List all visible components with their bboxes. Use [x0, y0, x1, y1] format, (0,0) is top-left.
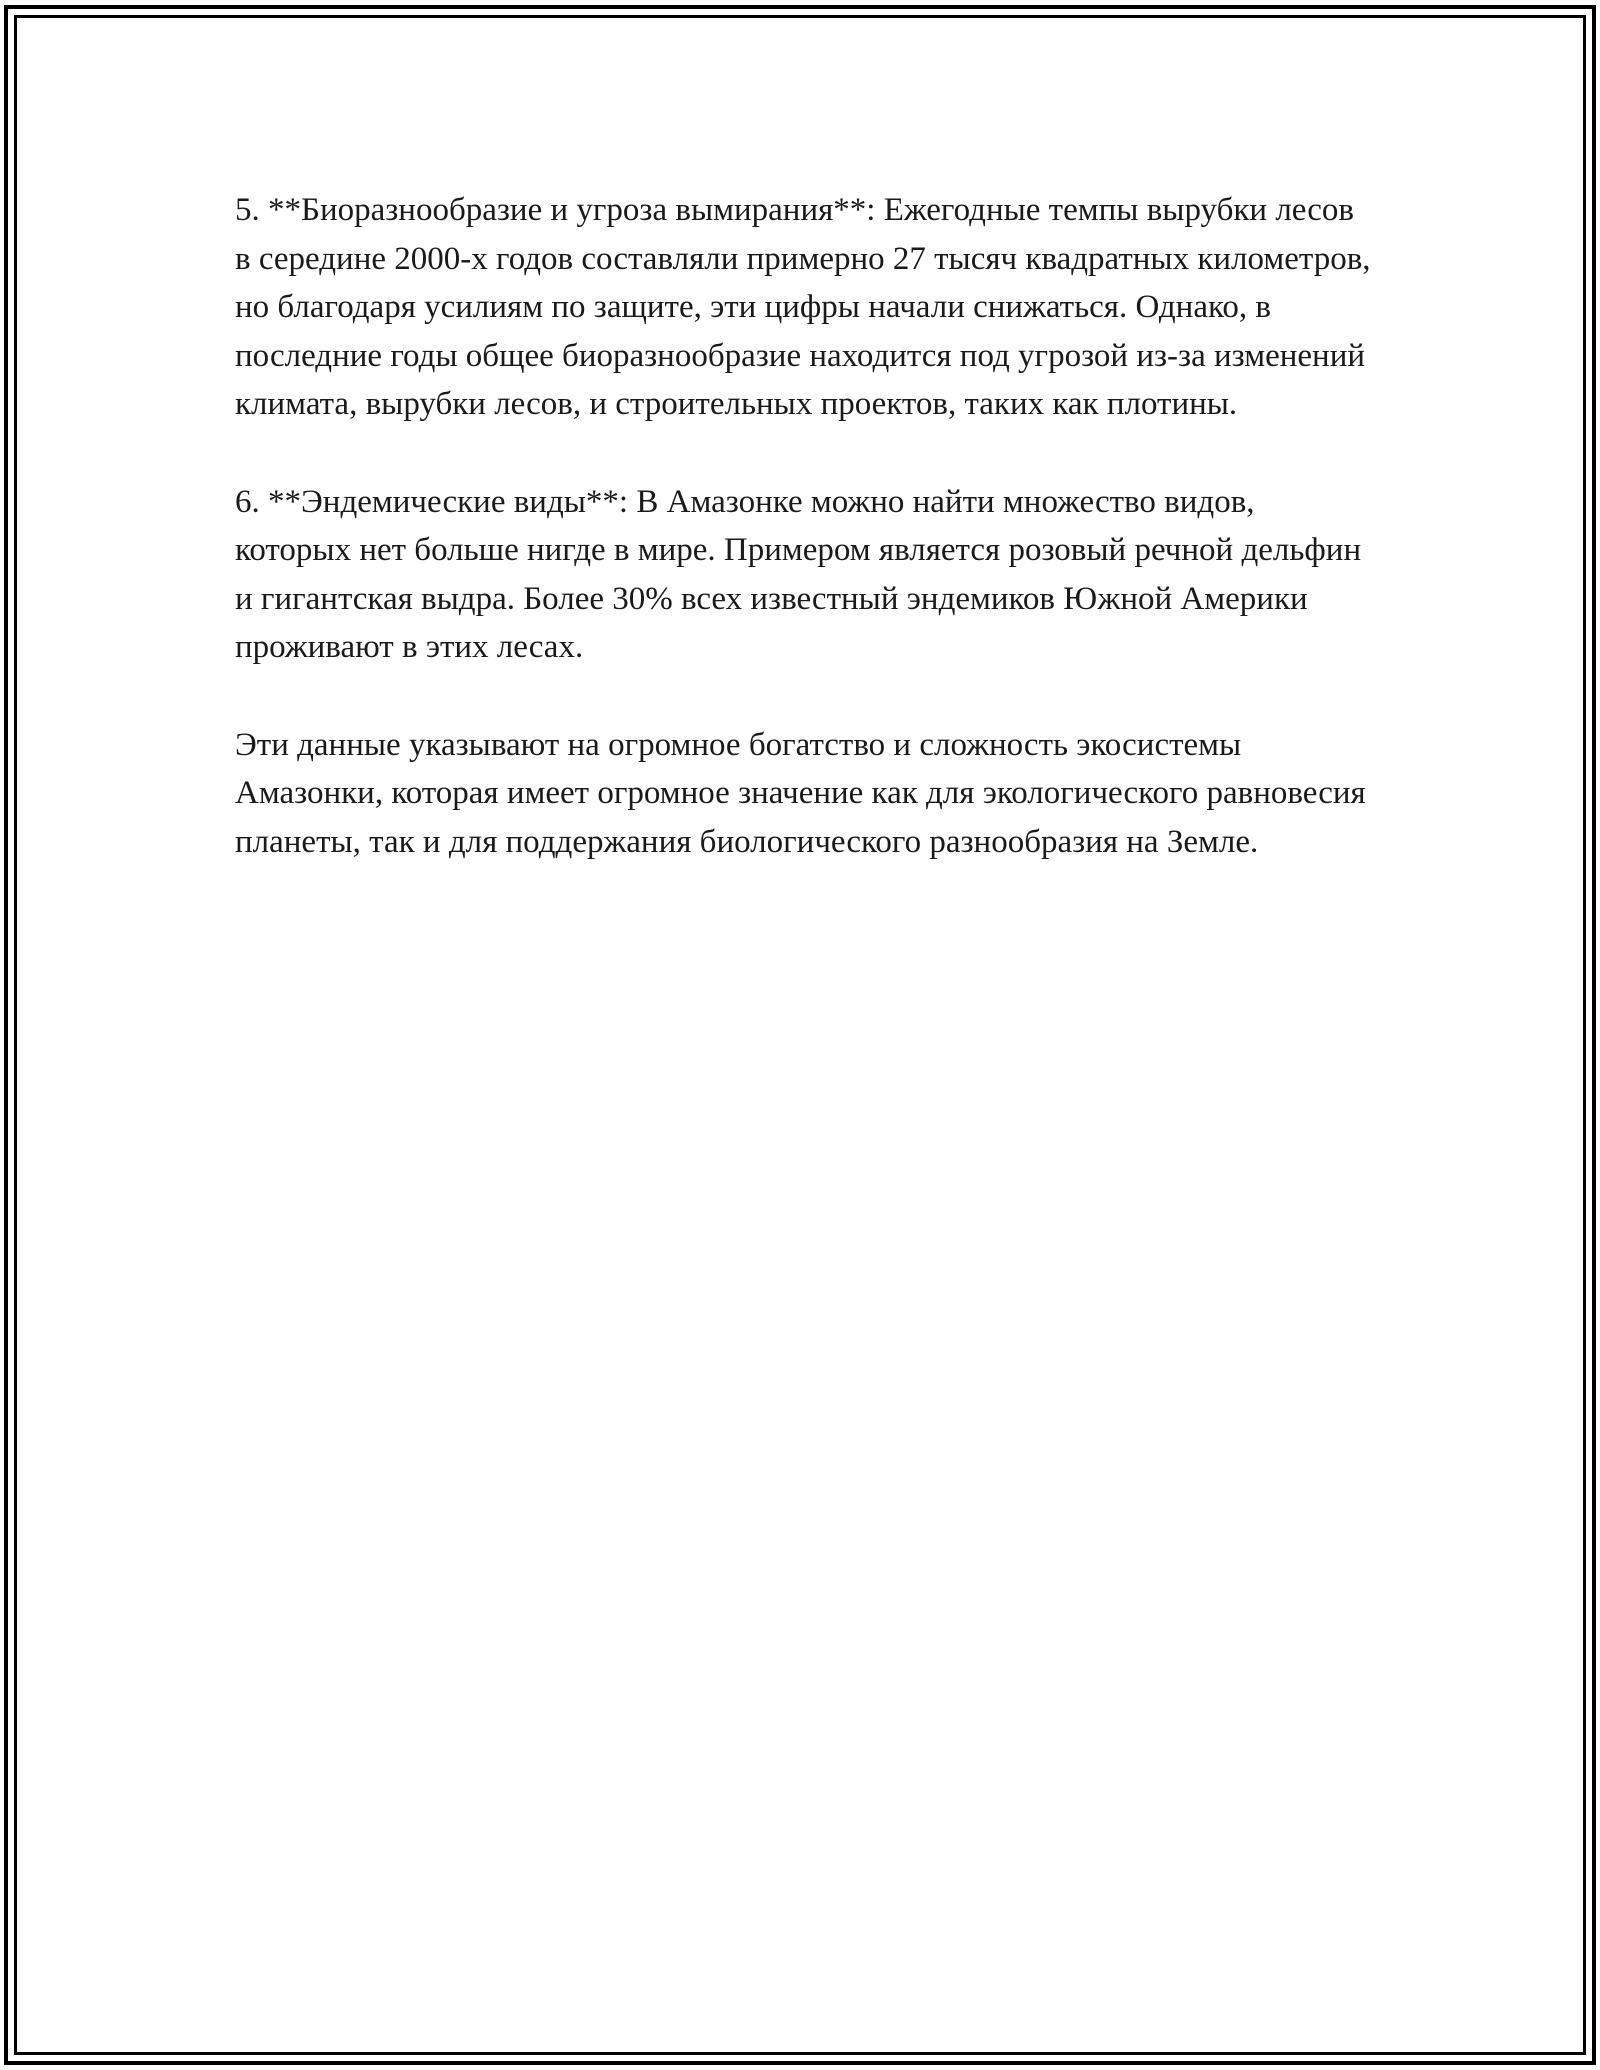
paragraph-biodiversity: 5. **Биоразнообразие и угроза вымирания**: Ежегодные темпы вырубки лесов в середине 2000-х годов составляли примерно 27 тысяч квадратных километров, но благодаря усилиям по защите, эти цифры начали снижаться. Однако, в последние годы общее биоразнообразие находится под угрозой из-за изменений климата, вырубки лесов, и строительных проектов, таких как плотины. — [235, 192, 1371, 422]
document-body — [235, 186, 1375, 915]
paragraph-conclusion: Эти данные указывают на огромное богатство и сложность экосистемы Амазонки, которая имеет огромное значение как для экологического равновесия планеты, так и для поддержания биологического разнообразия на Земле. — [235, 726, 1366, 860]
paragraph-endemic-species: 6. **Эндемические виды**: В Амазонке можно найти множество видов, которых нет больше нигде в мире. Примером является розовый речной дельфин и гигантская выдра. Более 30% всех известный эндемиков Южной Америки проживают в этих лесах. — [235, 483, 1362, 665]
